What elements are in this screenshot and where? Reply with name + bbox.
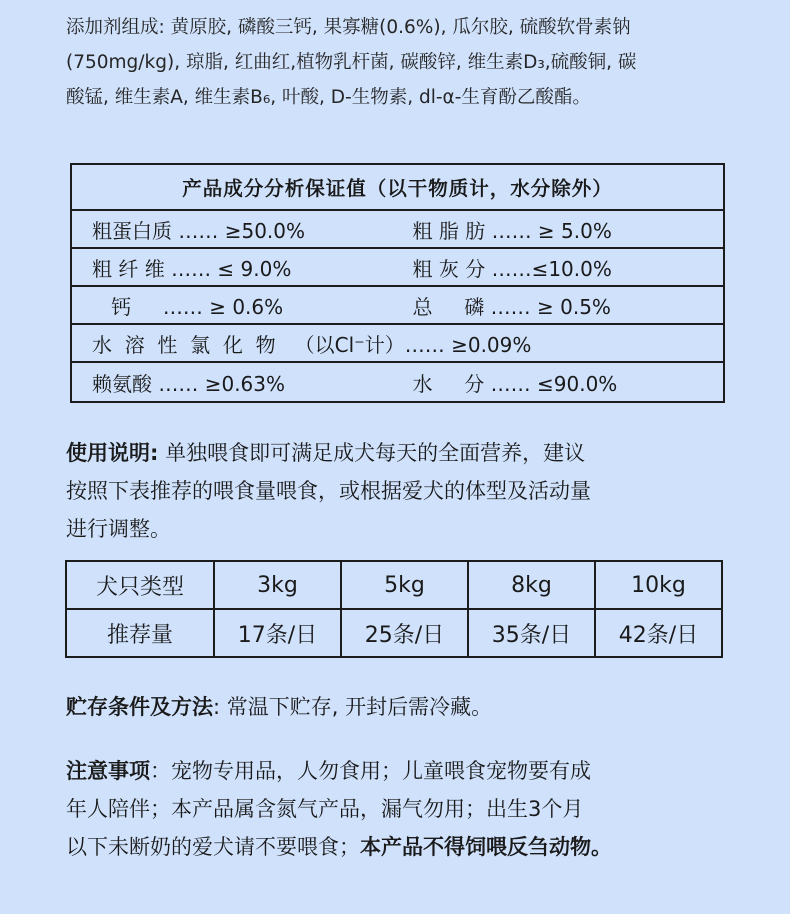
additives-line: 添加剂组成: 黄原胶, 磷酸三钙, 果寡糖(0.6%), 瓜尔胶, 硫酸软骨素钠 (66, 17, 631, 38)
table-cell: 35条/日 (468, 609, 595, 657)
analysis-row (72, 249, 723, 287)
usage-text: 按照下表推荐的喂食量喂食，或根据爱犬的体型及活动量 (66, 479, 591, 503)
additives-line: (750mg/kg), 琼脂, 红曲红,植物乳杆菌, 碳酸锌, 维生素D₃,硫酸铜, 碳 (66, 52, 637, 73)
notes-warning: 本产品不得饲喂反刍动物。 (360, 835, 612, 859)
analysis-cell: 水 溶 性 氯 化 物 （以Cl⁻计）…… ≥0.09% (92, 332, 532, 357)
table-cell: 25条/日 (341, 609, 468, 657)
analysis-cell: 赖氨酸 …… ≥0.63% (92, 371, 286, 396)
usage-section (66, 434, 726, 548)
usage-label: 使用说明: (66, 441, 159, 465)
analysis-cell: 粗 纤 维 …… ≤ 9.0% (92, 256, 292, 281)
analysis-table (70, 163, 725, 403)
analysis-cell: 粗 灰 分 ……≤10.0% (412, 256, 612, 281)
usage-text: 进行调整。 (66, 517, 171, 541)
notes-text: 年人陪伴；本产品属含氮气产品，漏气勿用；出生3个月 (66, 797, 584, 821)
analysis-cell: 粗 脂 肪 …… ≥ 5.0% (412, 218, 612, 243)
notes-label: 注意事项 (66, 759, 150, 783)
table-cell: 5kg (341, 561, 468, 609)
analysis-cell: 水 分 …… ≤90.0% (412, 371, 618, 396)
analysis-row (72, 363, 723, 401)
notes-text: ：宠物专用品，人勿食用；儿童喂食宠物要有成 (150, 759, 591, 783)
analysis-row (72, 211, 723, 249)
table-cell: 3kg (214, 561, 341, 609)
analysis-row (72, 287, 723, 325)
analysis-cell: 钙 …… ≥ 0.6% (92, 294, 284, 319)
notes-text: 以下未断奶的爱犬请不要喂食； (66, 835, 360, 859)
storage-label: 贮存条件及方法 (66, 695, 213, 719)
analysis-title: 产品成分分析保证值（以干物质计，水分除外） (72, 165, 723, 211)
storage-section (66, 688, 726, 726)
usage-text: 单独喂食即可满足成犬每天的全面营养，建议 (158, 441, 586, 465)
analysis-row (72, 325, 723, 363)
analysis-cell: 总 磷 …… ≥ 0.5% (412, 294, 611, 319)
table-cell: 8kg (468, 561, 595, 609)
feeding-table (65, 560, 723, 658)
table-row (66, 609, 722, 657)
table-cell: 犬只类型 (66, 561, 214, 609)
notes-section (66, 752, 726, 866)
table-cell: 推荐量 (66, 609, 214, 657)
additives-line: 酸锰, 维生素A, 维生素B₆, 叶酸, D-生物素, dl-α-生育酚乙酸酯。 (66, 87, 591, 108)
analysis-cell: 粗蛋白质 …… ≥50.0% (92, 218, 306, 243)
table-cell: 10kg (595, 561, 722, 609)
additives-section (66, 10, 726, 115)
table-row (66, 561, 722, 609)
table-cell: 42条/日 (595, 609, 722, 657)
table-cell: 17条/日 (214, 609, 341, 657)
storage-text: : 常温下贮存, 开封后需冷藏。 (213, 695, 493, 719)
